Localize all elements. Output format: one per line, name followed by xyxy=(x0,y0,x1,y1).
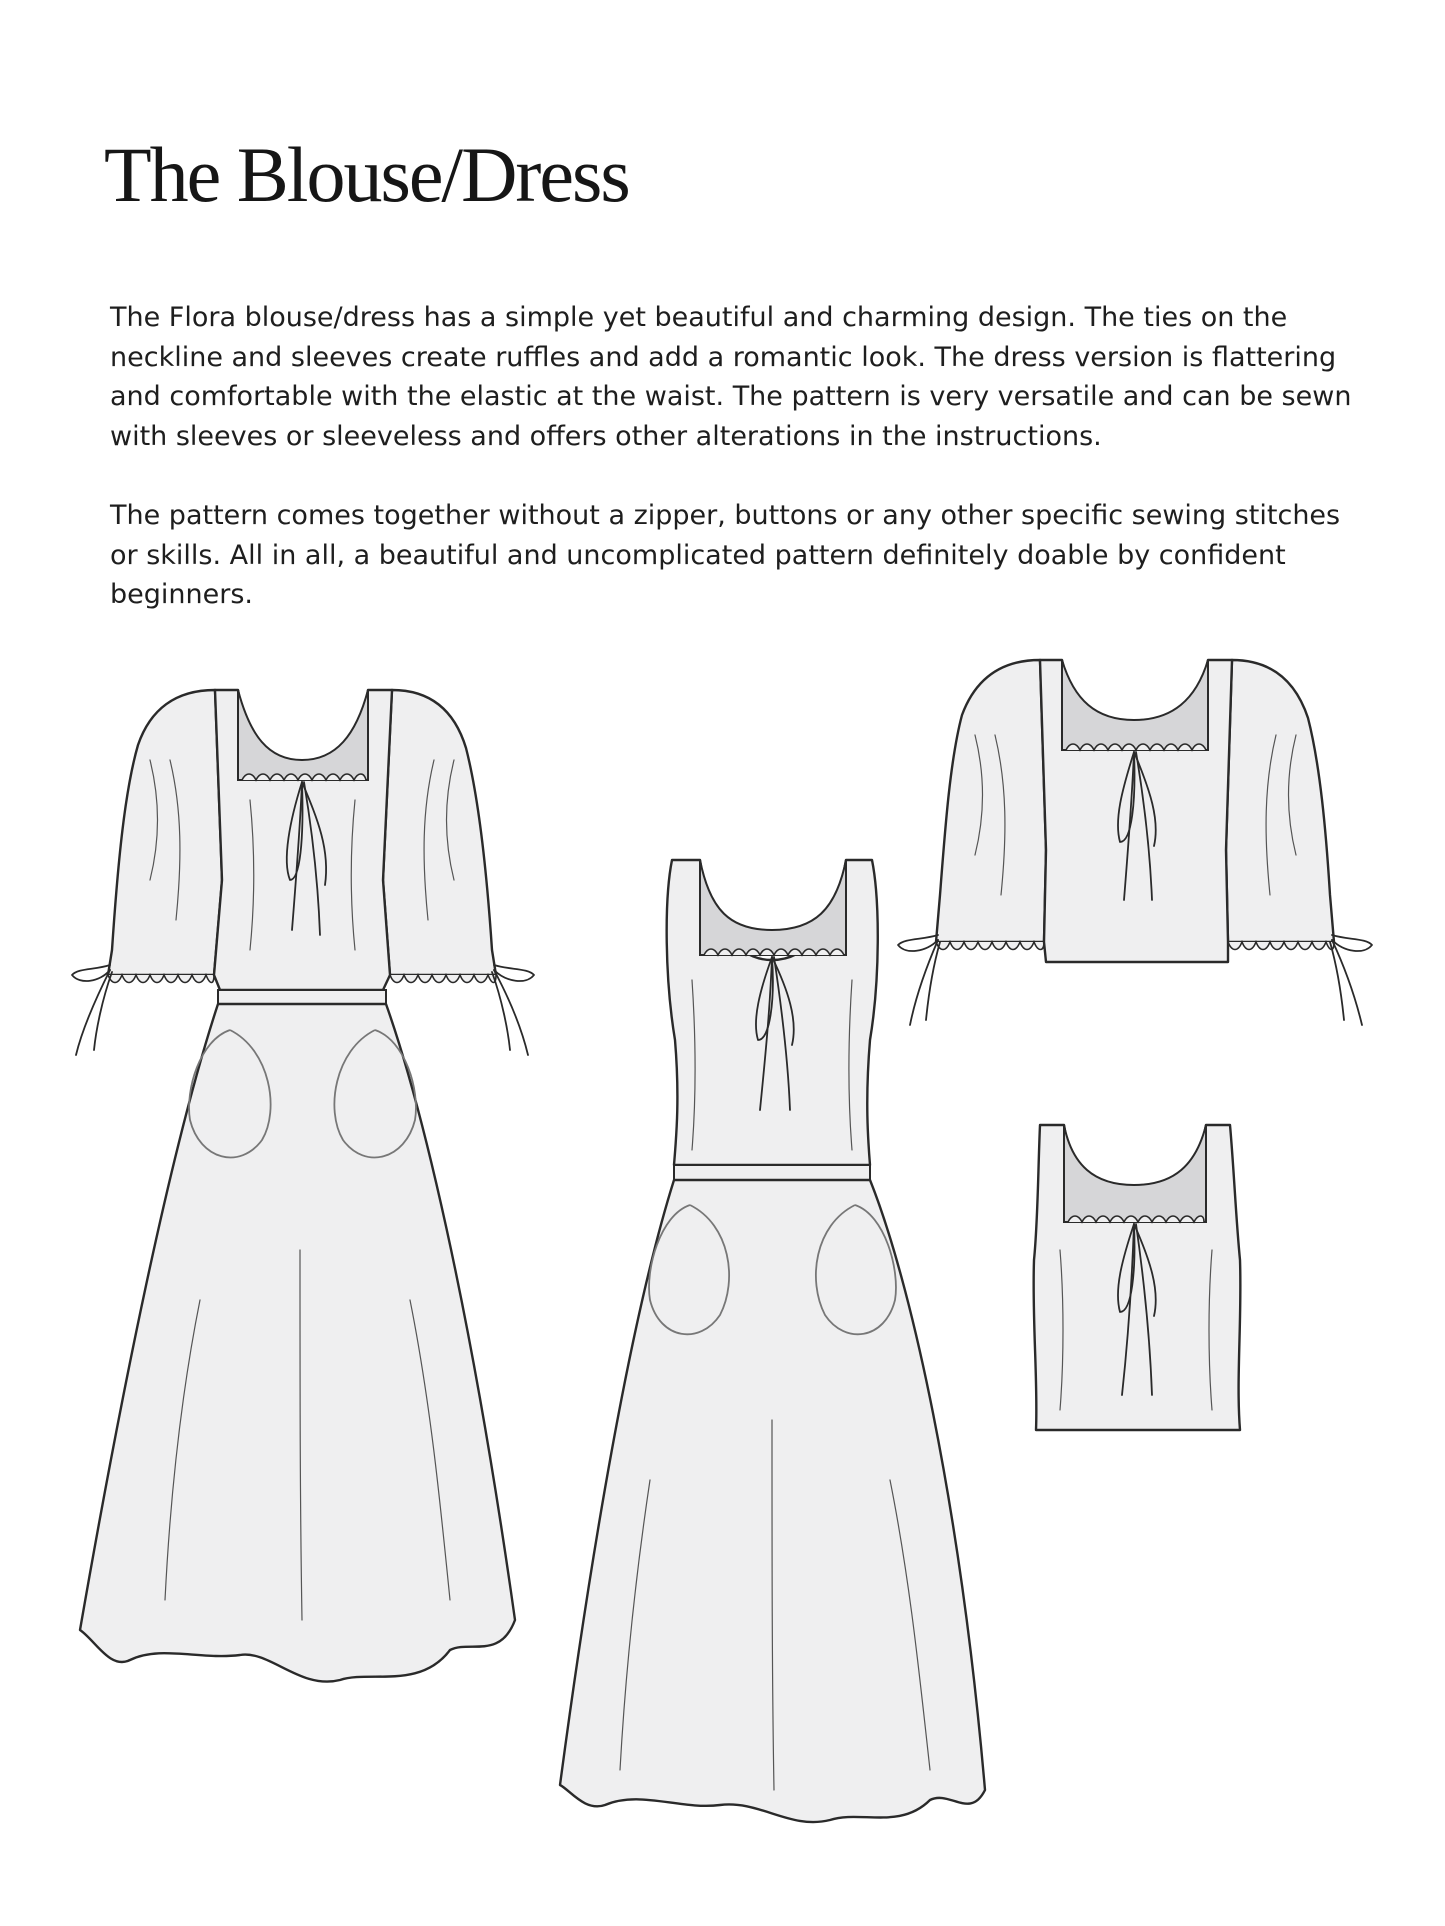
page-title: The Blouse/Dress xyxy=(104,131,629,218)
sleeveless-blouse-icon xyxy=(1034,1125,1241,1430)
sleeveless-dress-icon xyxy=(560,860,985,1822)
intro-paragraph: The pattern comes together without a zipper, buttons or any other specific sewing stitches or skills. All in all, a beautiful and uncomplicated pattern definitely doable by confident beginners. xyxy=(110,500,1341,610)
blouse-with-sleeves-icon xyxy=(898,660,1372,1025)
intro-paragraph: The Flora blouse/dress has a simple yet beautiful and charming design. The ties on the neckline and sleeves create ruffles and add a romantic look. The dress version is flattering and comfortable with the elastic at the waist. The pattern is very versatile and can be sewn with sleeves or sleeveless and offers other alterations in the instructions. xyxy=(110,302,1352,452)
dress-with-sleeves-icon xyxy=(72,690,534,1682)
